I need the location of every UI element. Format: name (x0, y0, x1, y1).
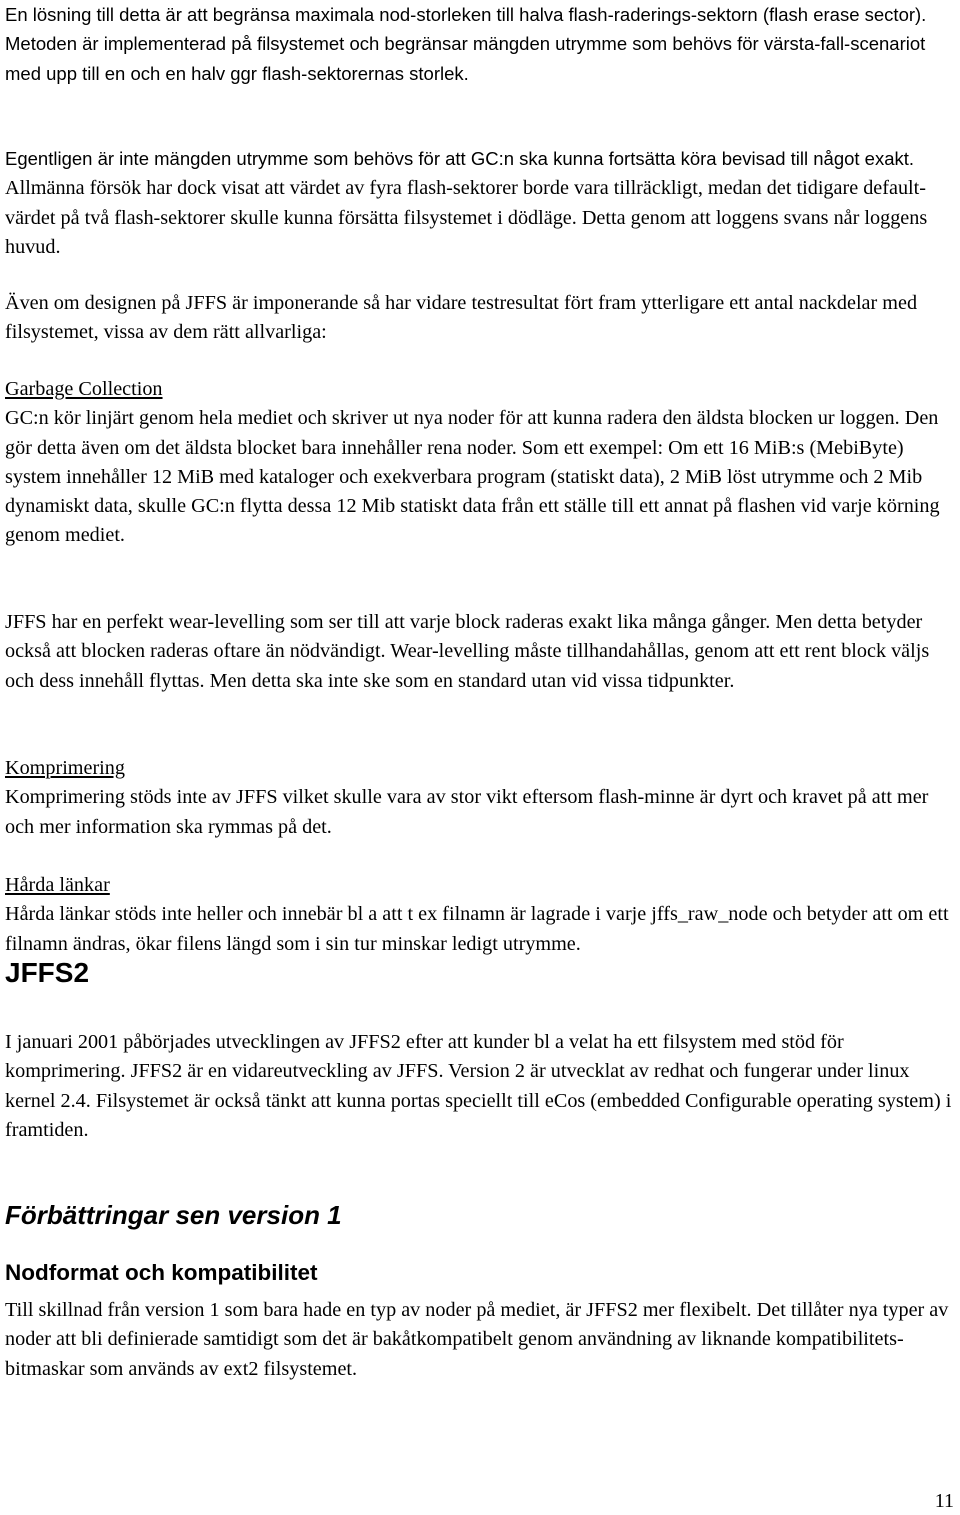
heading-garbage-collection: Garbage Collection (5, 378, 163, 400)
heading-harda-lankar: Hårda länkar (5, 874, 110, 896)
page-number: 11 (934, 1490, 954, 1512)
heading-forbattringar: Förbättringar sen version 1 (5, 1200, 342, 1230)
section-komprimering (5, 754, 953, 842)
paragraph-harda-lankar: Hårda länkar stöds inte heller och innebär bl a att t ex filnamn är lagrade i varje jffs_raw_node och betyder att om ett filnamn ändras, ökar filens längd som i sin tur minskar ledigt utrymme. (5, 903, 949, 955)
paragraph-wear-levelling: JFFS har en perfekt wear-levelling som ser till att varje block raderas exakt lika många gånger. Men detta betyder också att blocken raderas oftare än nödvändigt. Wear-levelling måste tillhandahållas, genom att ett rent block väljs och dess innehåll flyttas. Men detta ska inte ske som en standard utan vid vissa tidpunkter. (5, 611, 930, 692)
paragraph-gc-space-sans: Egentligen är inte mängden utrymme som behövs för att GC:n ska kunna fortsätta köra bevisad till något exakt. (5, 148, 915, 169)
paragraph-drawbacks-intro: Även om designen på JFFS är imponerande så har vidare testresultat fört fram ytterligare ett antal nackdelar med filsystemet, vissa av dem rätt allvarliga: (5, 292, 918, 344)
paragraph-gc-space-serif: Allmänna försök har dock visat att värdet av fyra flash-sektorer borde vara tillräckligt, medan det tidigare default-värdet på två flash-sektorer skulle kunna försätta filsystemet i dödläge. Detta genom att loggens svans når loggens huvud. (5, 177, 928, 258)
paragraph-garbage-collection: GC:n kör linjärt genom hela mediet och skriver ut nya noder för att kunna radera den äldsta blocken ur loggen. Den gör detta även om det äldsta blocket bara innehåller rena noder. Som ett exempel: Om ett 16 MiB:s (MebiByte) system innehåller 12 MiB med kataloger och exekverbara program (statiskt data), 2 MiB löst utrymme och 2 Mib dynamiskt data, skulle GC:n flytta dessa 12 Mib statiskt data från ett ställe till ett annat på flashen vid varje körning genom mediet. (5, 407, 940, 547)
paragraph-komprimering: Komprimering stöds inte av JFFS vilket skulle vara av stor vikt eftersom flash-minne är dyrt och kravet på att mer och mer information ska rymmas på det. (5, 786, 929, 838)
heading-komprimering: Komprimering (5, 757, 125, 779)
section-harda-lankar (5, 871, 953, 959)
section-garbage-collection (5, 375, 953, 551)
paragraph-jffs2-intro: I januari 2001 påbörjades utvecklingen av JFFS2 efter att kunder bl a velat ha ett filsystem med stöd för komprimering. JFFS2 är en vidareutveckling av JFFS. Version 2 är utvecklat av redhat och fungerar under linux kernel 2.4. Filsystemet är också tänkt att kunna portas speciellt till eCos (embedded Configurable operating system) i framtiden. (5, 1031, 952, 1141)
paragraph-node-size: En lösning till detta är att begränsa maximala nod-storleken till halva flash-raderings-sektorn (flash erase sector). Metoden är implementerad på filsystemet och begränsar mängden utrymme som behövs för värsta-fall-scenariot med upp till en och en halv ggr flash-sektorernas storlek. (5, 4, 927, 84)
paragraph-gc-space (5, 144, 953, 262)
heading-jffs2: JFFS2 (5, 957, 90, 988)
paragraph-nodformat: Till skillnad från version 1 som bara hade en typ av noder på mediet, är JFFS2 mer flexibelt. Det tillåter nya typer av noder att bli definierade samtidigt som det är bakåtkompatibelt genom användning av liknande kompatibilitets-bitmaskar som används av ext2 filsystemet. (5, 1299, 949, 1380)
heading-nodformat: Nodformat och kompatibilitet (5, 1260, 318, 1285)
